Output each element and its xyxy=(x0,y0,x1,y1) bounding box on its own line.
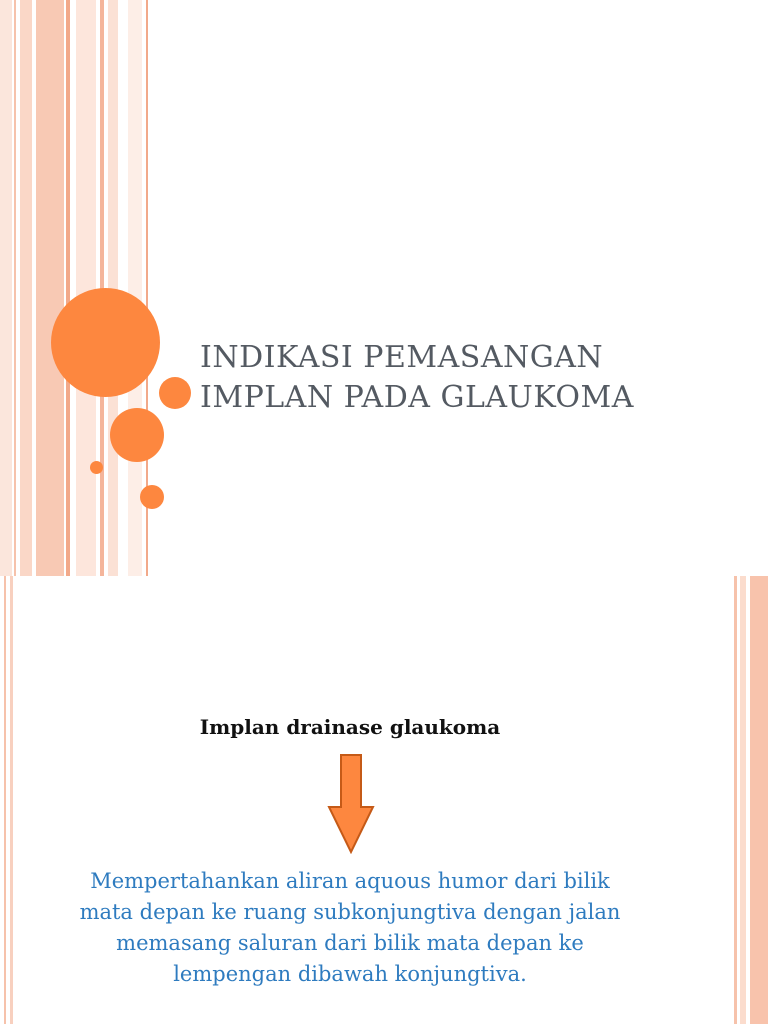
decorative-stripe xyxy=(76,0,96,576)
decorative-dot xyxy=(140,485,164,509)
body-text-line: Mempertahankan aliran aquous humor dari bilik xyxy=(90,869,610,893)
decorative-stripe xyxy=(4,576,6,1024)
decorative-dot xyxy=(90,461,103,474)
slide-title xyxy=(200,338,740,418)
decorative-stripe xyxy=(750,576,768,1024)
decorative-stripe xyxy=(128,0,142,576)
content-slide xyxy=(0,576,768,1024)
down-arrow-icon xyxy=(326,754,376,854)
slide-title-line: INDIKASI PEMASANGAN xyxy=(200,340,604,375)
decorative-circle-small xyxy=(159,377,191,409)
slide-subtitle: Implan drainase glaukoma xyxy=(199,715,501,739)
body-text-line: lempengan dibawah konjungtiva. xyxy=(173,962,527,986)
decorative-stripe xyxy=(10,576,13,1024)
slide-body-text xyxy=(40,866,660,990)
body-text-line: mata depan ke ruang subkonjungtiva dengan jalan xyxy=(79,900,621,924)
decorative-stripe xyxy=(66,0,70,576)
decorative-stripe xyxy=(734,576,737,1024)
decorative-stripe xyxy=(0,0,12,576)
decorative-circle-large xyxy=(51,288,160,397)
slide-title-line: IMPLAN PADA GLAUKOMA xyxy=(200,380,634,415)
decorative-stripe xyxy=(740,576,746,1024)
decorative-stripe xyxy=(36,0,64,576)
decorative-stripe xyxy=(14,0,16,576)
body-text-line: memasang saluran dari bilik mata depan ke xyxy=(116,931,584,955)
decorative-circle-medium xyxy=(110,408,164,462)
decorative-stripe xyxy=(20,0,32,576)
